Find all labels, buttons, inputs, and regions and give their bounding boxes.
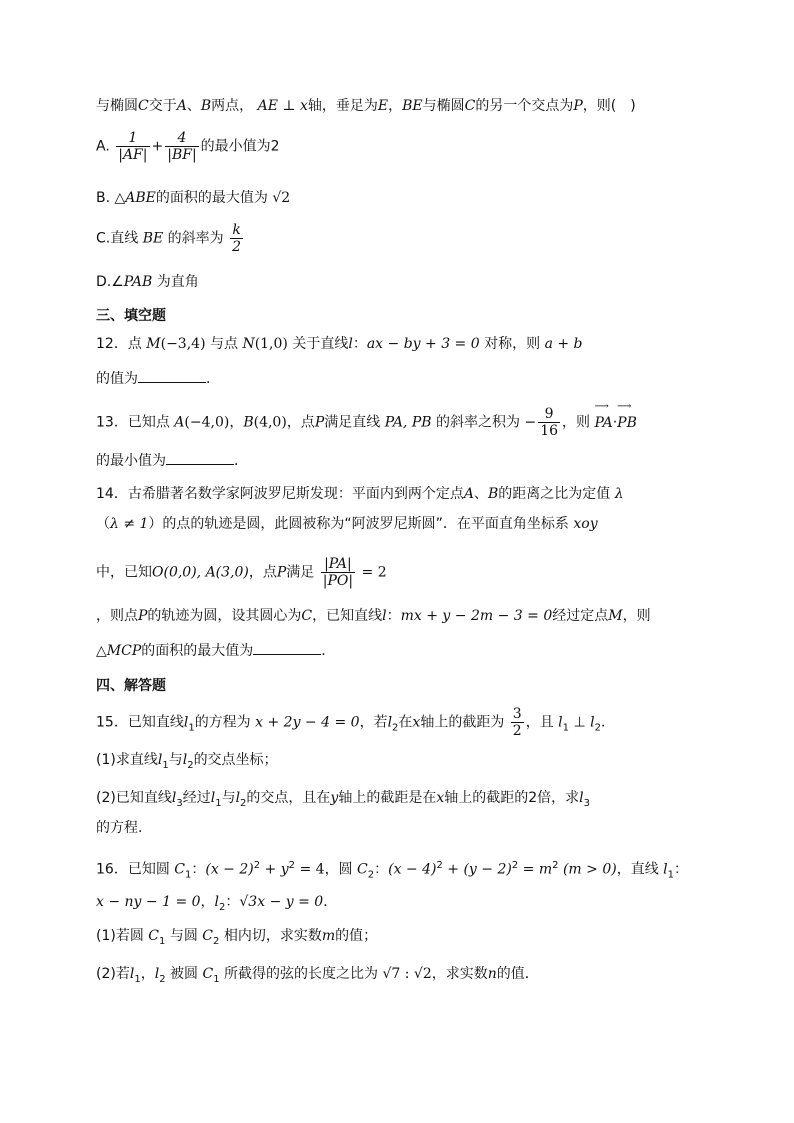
question-16-part2: (2)若$l_1$，$l_2$ 被圆 $C_1$ 所截得的弦的长度之比为 √7 : √2，求实数n的值． (96, 966, 539, 985)
vector-pb: ⟶ PB (617, 413, 637, 433)
fraction: $\frac{9}{16}$ (540, 406, 559, 439)
section-heading-solve: 四、解答题 (96, 678, 166, 694)
question-16-part1: (1)若圆 $C_1$ 与圆 $C_2$ 相内切，求实数m的值； (96, 928, 378, 947)
fraction: $\frac{3}{2}$ (512, 706, 522, 739)
option-d: D.∠PAB 为直角 (96, 274, 199, 290)
fraction: $\frac{k}{2}$ (232, 222, 242, 255)
fraction: $\frac{1}{|AF|}$ (118, 130, 148, 163)
question-15-part1: (1)求直线$l_1$与$l_2$的交点坐标； (96, 752, 278, 771)
question-15-part2: (2)已知直线$l_3$经过$l_1$与$l_2$的交点，且在y轴上的截距是在x轴上的截距的2倍，求$l_3$ (96, 790, 591, 809)
question-15: 15．已知直线$l_1$的方程为 x + 2y − 4 = 0，若$l_2$在x轴上的截距为 $\frac{3}{2}$ ，且 $l_1$ ⊥ $l_2$． (96, 706, 615, 739)
line-intro: 与椭圆C交于A、B两点， AE ⊥ x轴，垂足为E，BE与椭圆C的另一个交点为P，则( ) (96, 98, 636, 114)
question-16-line2: x − ny − 1 = 0，$l_2$：√3x − y = 0． (96, 894, 338, 913)
question-14-line2: （λ ≠ 1）的点的轨迹是圆，此圆被称为“阿波罗尼斯圆”．在平面直角坐标系 xoy (96, 516, 598, 532)
answer-blank[interactable] (138, 368, 206, 383)
fraction: $\frac{|PA|}{|PO|}$ (322, 556, 354, 589)
option-c: C.直线 BE 的斜率为 $\frac{k}{2}$ (96, 222, 242, 255)
question-12: 12．点 M(−3,4) 与点 N(1,0) 关于直线l：ax − by + 3 = 0 对称，则 a + b (96, 336, 583, 352)
option-b: B. △ABE的面积的最大值为 √2 (96, 190, 291, 206)
question-14-line4: ，则点P的轨迹为圆，设其圆心为C，已知直线l：mx + y − 2m − 3 = 0经过定点M，则 (96, 608, 651, 624)
question-13: 13．已知点 A(−4,0)，B(4,0)，点P满足直线 PA, PB 的斜率之积为 − $\frac{9}{16}$ ，则 ⟶ PA·⟶ PB (96, 406, 637, 439)
vector-pa: ⟶ PA (594, 413, 612, 433)
answer-blank[interactable] (166, 450, 234, 465)
question-14: 14．古希腊著名数学家阿波罗尼斯发现：平面内到两个定点A、B的距离之比为定值 λ (96, 486, 624, 502)
question-13-cont: 的最小值为 ． (96, 450, 248, 471)
question-12-cont: 的值为 ． (96, 368, 220, 389)
question-15-part2-cont: 的方程. (96, 820, 143, 836)
answer-blank[interactable] (253, 640, 321, 655)
option-a: A. $\frac{1}{|AF|}$ + $\frac{4}{|BF|}$ 的最小值为2 (96, 130, 280, 163)
fraction: $\frac{4}{|BF|}$ (167, 130, 197, 163)
question-14-line3: 中，已知O(0,0), A(3,0)，点P满足 $\frac{|PA|}{|PO|}$ = 2 (96, 556, 387, 589)
section-heading-fill-in: 三、填空题 (96, 308, 166, 324)
question-16: 16．已知圆 $C_1$：$(x - 2)^2 + y^2 = 4$，圆 $C_2$：$(x - 4)^2 + (y - 2)^2 = m^2$ (m > 0)，直线 $l_1$： (96, 860, 689, 881)
question-14-line5: △MCP的面积的最大值为 ． (96, 640, 335, 661)
